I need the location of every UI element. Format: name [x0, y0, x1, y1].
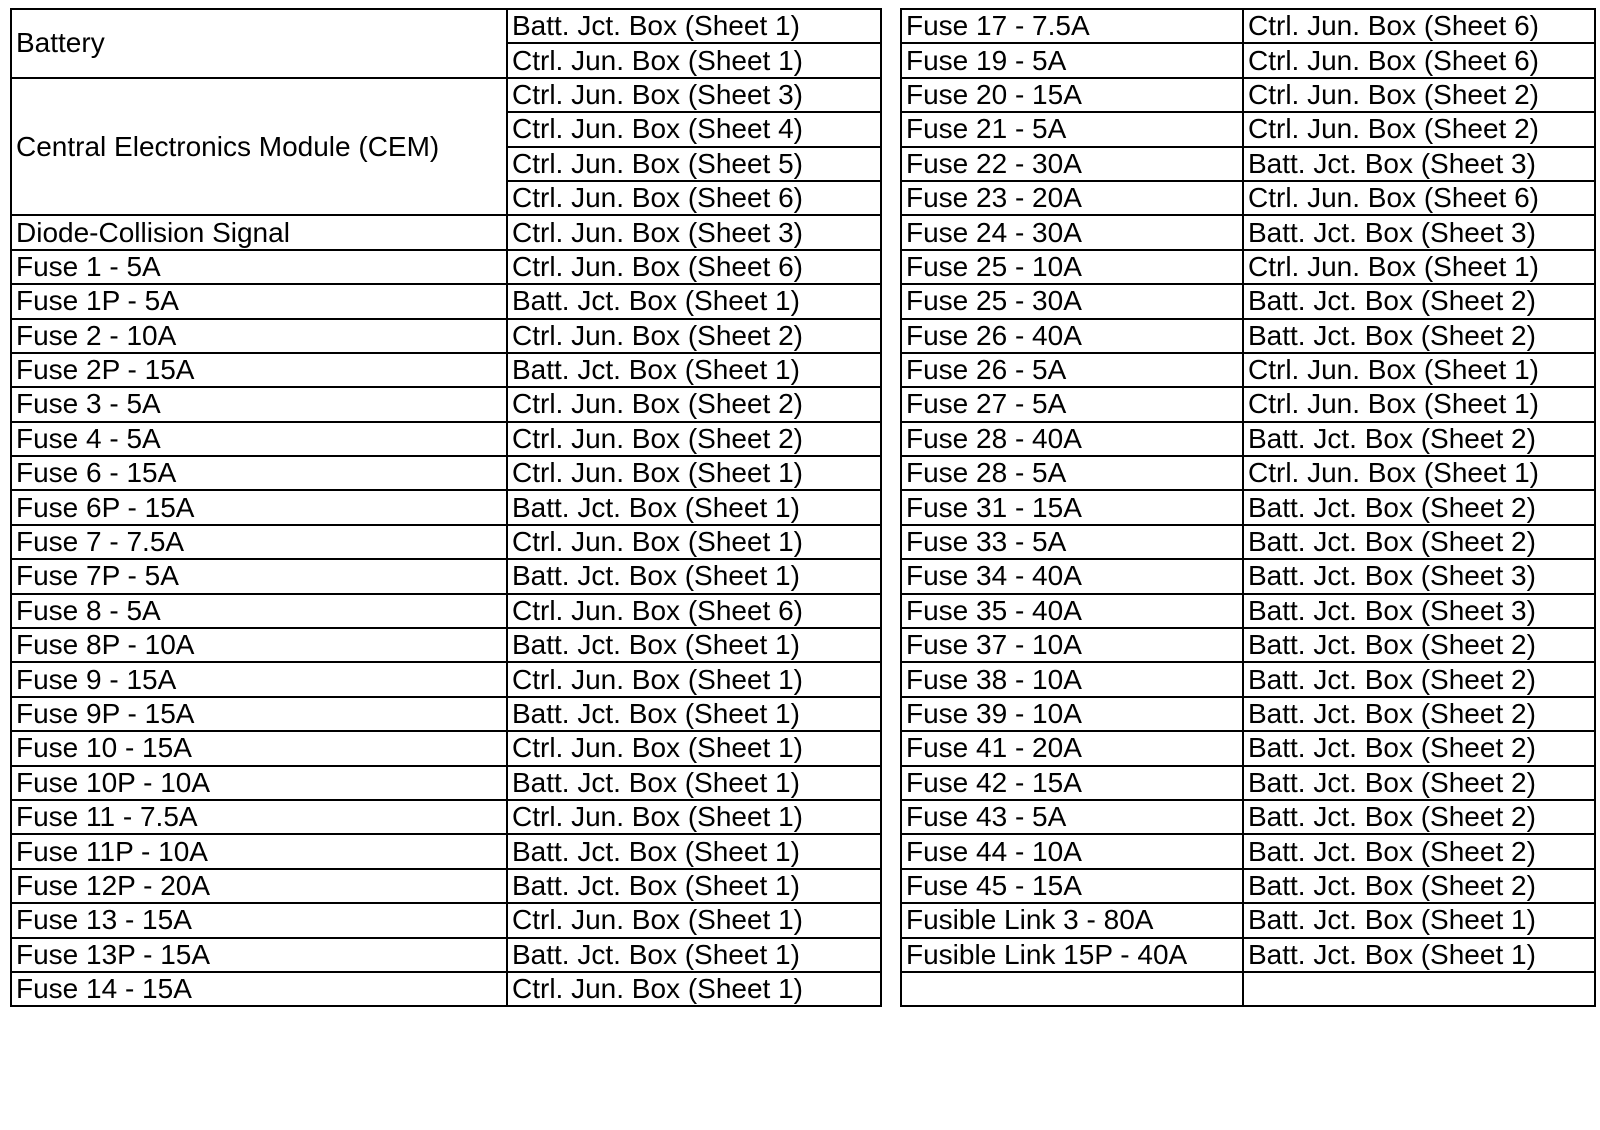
component-name-cell: Fusible Link 15P - 40A — [901, 938, 1243, 972]
component-name-cell: Fuse 42 - 15A — [901, 766, 1243, 800]
location-cell: Batt. Jct. Box (Sheet 1) — [1243, 903, 1595, 937]
component-name-cell: Battery — [11, 9, 507, 78]
table-row — [901, 353, 1595, 387]
location-cell: Ctrl. Jun. Box (Sheet 6) — [1243, 9, 1595, 43]
component-name-cell: Fuse 6P - 15A — [11, 490, 507, 524]
location-cell: Batt. Jct. Box (Sheet 2) — [1243, 662, 1595, 696]
component-name-cell: Fuse 17 - 7.5A — [901, 9, 1243, 43]
table-row — [11, 697, 881, 731]
table-row — [901, 319, 1595, 353]
component-name-cell: Fuse 8 - 5A — [11, 594, 507, 628]
location-cell: Batt. Jct. Box (Sheet 2) — [1243, 800, 1595, 834]
component-name-cell: Fuse 23 - 20A — [901, 181, 1243, 215]
table-row — [901, 731, 1595, 765]
table-row — [901, 594, 1595, 628]
location-cell: Ctrl. Jun. Box (Sheet 6) — [507, 250, 881, 284]
table-row — [11, 422, 881, 456]
location-cell: Batt. Jct. Box (Sheet 2) — [1243, 766, 1595, 800]
component-name-cell: Fuse 21 - 5A — [901, 112, 1243, 146]
location-cell: Batt. Jct. Box (Sheet 2) — [1243, 319, 1595, 353]
table-row — [901, 490, 1595, 524]
table-row — [11, 869, 881, 903]
table-row — [901, 112, 1595, 146]
table-row — [11, 834, 881, 868]
component-name-cell: Fuse 43 - 5A — [901, 800, 1243, 834]
table-row — [901, 869, 1595, 903]
table-row — [11, 319, 881, 353]
location-cell: Ctrl. Jun. Box (Sheet 1) — [1243, 387, 1595, 421]
table-row — [11, 628, 881, 662]
table-row — [11, 800, 881, 834]
component-name-cell: Fuse 2P - 15A — [11, 353, 507, 387]
component-name-cell: Fuse 45 - 15A — [901, 869, 1243, 903]
component-name-cell: Fuse 2 - 10A — [11, 319, 507, 353]
component-name-cell: Fuse 14 - 15A — [11, 972, 507, 1006]
location-cell: Ctrl. Jun. Box (Sheet 1) — [507, 662, 881, 696]
component-name-cell: Fuse 39 - 10A — [901, 697, 1243, 731]
location-cell: Batt. Jct. Box (Sheet 1) — [507, 938, 881, 972]
table-row — [901, 284, 1595, 318]
location-cell: Ctrl. Jun. Box (Sheet 1) — [1243, 456, 1595, 490]
table-row — [901, 422, 1595, 456]
table-row — [901, 903, 1595, 937]
component-name-cell: Fuse 22 - 30A — [901, 147, 1243, 181]
location-cell: Batt. Jct. Box (Sheet 1) — [507, 284, 881, 318]
location-cell: Batt. Jct. Box (Sheet 1) — [507, 834, 881, 868]
component-name-cell: Fuse 3 - 5A — [11, 387, 507, 421]
table-row — [901, 147, 1595, 181]
location-cell: Ctrl. Jun. Box (Sheet 1) — [507, 525, 881, 559]
component-name-cell: Fuse 1P - 5A — [11, 284, 507, 318]
location-cell: Batt. Jct. Box (Sheet 2) — [1243, 284, 1595, 318]
table-row — [901, 800, 1595, 834]
component-name-cell: Fuse 44 - 10A — [901, 834, 1243, 868]
component-name-cell: Fuse 10P - 10A — [11, 766, 507, 800]
table-row — [11, 525, 881, 559]
table-row — [901, 628, 1595, 662]
location-cell: Ctrl. Jun. Box (Sheet 3) — [507, 78, 881, 112]
table-row — [901, 938, 1595, 972]
component-name-cell: Fuse 11P - 10A — [11, 834, 507, 868]
component-name-cell: Fuse 35 - 40A — [901, 594, 1243, 628]
location-cell: Ctrl. Jun. Box (Sheet 2) — [507, 422, 881, 456]
component-location-table-left — [10, 8, 882, 1007]
location-cell: Batt. Jct. Box (Sheet 3) — [1243, 215, 1595, 249]
location-cell: Batt. Jct. Box (Sheet 2) — [1243, 422, 1595, 456]
location-cell: Ctrl. Jun. Box (Sheet 3) — [507, 215, 881, 249]
table-row — [11, 78, 881, 112]
component-name-cell: Fuse 27 - 5A — [901, 387, 1243, 421]
component-name-cell: Fuse 20 - 15A — [901, 78, 1243, 112]
component-name-cell: Fuse 26 - 5A — [901, 353, 1243, 387]
location-cell: Batt. Jct. Box (Sheet 2) — [1243, 731, 1595, 765]
location-cell: Ctrl. Jun. Box (Sheet 2) — [507, 387, 881, 421]
table-row — [901, 215, 1595, 249]
location-cell: Ctrl. Jun. Box (Sheet 6) — [507, 181, 881, 215]
component-name-cell: Fuse 33 - 5A — [901, 525, 1243, 559]
component-name-cell: Fuse 11 - 7.5A — [11, 800, 507, 834]
component-name-cell: Fuse 19 - 5A — [901, 43, 1243, 77]
table-row — [11, 972, 881, 1006]
location-cell: Batt. Jct. Box (Sheet 2) — [1243, 490, 1595, 524]
table-row — [901, 972, 1595, 1006]
location-cell: Ctrl. Jun. Box (Sheet 6) — [507, 594, 881, 628]
component-name-cell: Fuse 34 - 40A — [901, 559, 1243, 593]
component-name-cell — [901, 972, 1243, 1006]
component-name-cell: Fuse 9P - 15A — [11, 697, 507, 731]
component-name-cell: Central Electronics Module (CEM) — [11, 78, 507, 216]
component-name-cell: Fuse 6 - 15A — [11, 456, 507, 490]
location-cell: Ctrl. Jun. Box (Sheet 2) — [1243, 78, 1595, 112]
location-cell: Ctrl. Jun. Box (Sheet 1) — [507, 903, 881, 937]
location-cell: Batt. Jct. Box (Sheet 2) — [1243, 628, 1595, 662]
table-row — [11, 662, 881, 696]
location-cell: Ctrl. Jun. Box (Sheet 1) — [507, 972, 881, 1006]
component-name-cell: Fuse 38 - 10A — [901, 662, 1243, 696]
location-cell: Ctrl. Jun. Box (Sheet 4) — [507, 112, 881, 146]
location-cell: Ctrl. Jun. Box (Sheet 1) — [1243, 353, 1595, 387]
table-row — [901, 78, 1595, 112]
location-cell: Batt. Jct. Box (Sheet 1) — [507, 353, 881, 387]
component-name-cell: Fuse 37 - 10A — [901, 628, 1243, 662]
component-name-cell: Fuse 10 - 15A — [11, 731, 507, 765]
table-row — [11, 594, 881, 628]
table-row — [901, 181, 1595, 215]
component-name-cell: Fuse 8P - 10A — [11, 628, 507, 662]
component-name-cell: Fuse 41 - 20A — [901, 731, 1243, 765]
location-cell: Batt. Jct. Box (Sheet 1) — [507, 628, 881, 662]
table-row — [11, 490, 881, 524]
location-cell: Ctrl. Jun. Box (Sheet 1) — [507, 43, 881, 77]
table-row — [11, 731, 881, 765]
table-row — [901, 559, 1595, 593]
component-name-cell: Fusible Link 3 - 80A — [901, 903, 1243, 937]
location-cell: Batt. Jct. Box (Sheet 1) — [507, 9, 881, 43]
location-cell: Batt. Jct. Box (Sheet 2) — [1243, 869, 1595, 903]
table-row — [11, 387, 881, 421]
table-row — [901, 250, 1595, 284]
location-cell: Batt. Jct. Box (Sheet 1) — [507, 869, 881, 903]
table-row — [11, 766, 881, 800]
component-name-cell: Fuse 9 - 15A — [11, 662, 507, 696]
table-row — [11, 559, 881, 593]
table-row — [901, 525, 1595, 559]
component-location-table-right — [900, 8, 1596, 1007]
component-name-cell: Diode-Collision Signal — [11, 215, 507, 249]
location-cell: Ctrl. Jun. Box (Sheet 5) — [507, 147, 881, 181]
component-name-cell: Fuse 7P - 5A — [11, 559, 507, 593]
table-row — [901, 697, 1595, 731]
component-name-cell: Fuse 25 - 30A — [901, 284, 1243, 318]
table-row — [11, 9, 881, 43]
table-row — [11, 456, 881, 490]
component-name-cell: Fuse 28 - 40A — [901, 422, 1243, 456]
table-row — [901, 834, 1595, 868]
table-row — [901, 9, 1595, 43]
location-cell: Batt. Jct. Box (Sheet 1) — [507, 490, 881, 524]
location-cell: Ctrl. Jun. Box (Sheet 1) — [1243, 250, 1595, 284]
table-row — [11, 215, 881, 249]
location-cell: Batt. Jct. Box (Sheet 1) — [507, 559, 881, 593]
location-cell: Ctrl. Jun. Box (Sheet 6) — [1243, 43, 1595, 77]
component-name-cell: Fuse 13P - 15A — [11, 938, 507, 972]
location-cell: Batt. Jct. Box (Sheet 1) — [507, 766, 881, 800]
component-name-cell: Fuse 28 - 5A — [901, 456, 1243, 490]
component-name-cell: Fuse 26 - 40A — [901, 319, 1243, 353]
table-row — [11, 284, 881, 318]
component-name-cell: Fuse 4 - 5A — [11, 422, 507, 456]
location-cell: Batt. Jct. Box (Sheet 2) — [1243, 525, 1595, 559]
component-name-cell: Fuse 13 - 15A — [11, 903, 507, 937]
table-row — [11, 353, 881, 387]
component-name-cell: Fuse 31 - 15A — [901, 490, 1243, 524]
component-name-cell: Fuse 12P - 20A — [11, 869, 507, 903]
table-row — [901, 387, 1595, 421]
location-cell: Ctrl. Jun. Box (Sheet 2) — [1243, 112, 1595, 146]
location-cell: Batt. Jct. Box (Sheet 3) — [1243, 147, 1595, 181]
table-row — [901, 456, 1595, 490]
location-cell: Ctrl. Jun. Box (Sheet 2) — [507, 319, 881, 353]
location-cell: Batt. Jct. Box (Sheet 3) — [1243, 559, 1595, 593]
table-row — [901, 766, 1595, 800]
location-cell: Ctrl. Jun. Box (Sheet 1) — [507, 800, 881, 834]
table-row — [11, 250, 881, 284]
component-name-cell: Fuse 7 - 7.5A — [11, 525, 507, 559]
location-cell: Batt. Jct. Box (Sheet 2) — [1243, 697, 1595, 731]
table-row — [901, 43, 1595, 77]
location-cell — [1243, 972, 1595, 1006]
table-row — [11, 903, 881, 937]
location-cell: Batt. Jct. Box (Sheet 1) — [507, 697, 881, 731]
location-cell: Batt. Jct. Box (Sheet 2) — [1243, 834, 1595, 868]
table-row — [11, 938, 881, 972]
location-cell: Batt. Jct. Box (Sheet 3) — [1243, 594, 1595, 628]
location-cell: Ctrl. Jun. Box (Sheet 1) — [507, 731, 881, 765]
component-name-cell: Fuse 1 - 5A — [11, 250, 507, 284]
table-row — [901, 662, 1595, 696]
component-name-cell: Fuse 25 - 10A — [901, 250, 1243, 284]
location-cell: Ctrl. Jun. Box (Sheet 6) — [1243, 181, 1595, 215]
location-cell: Batt. Jct. Box (Sheet 1) — [1243, 938, 1595, 972]
component-name-cell: Fuse 24 - 30A — [901, 215, 1243, 249]
location-cell: Ctrl. Jun. Box (Sheet 1) — [507, 456, 881, 490]
